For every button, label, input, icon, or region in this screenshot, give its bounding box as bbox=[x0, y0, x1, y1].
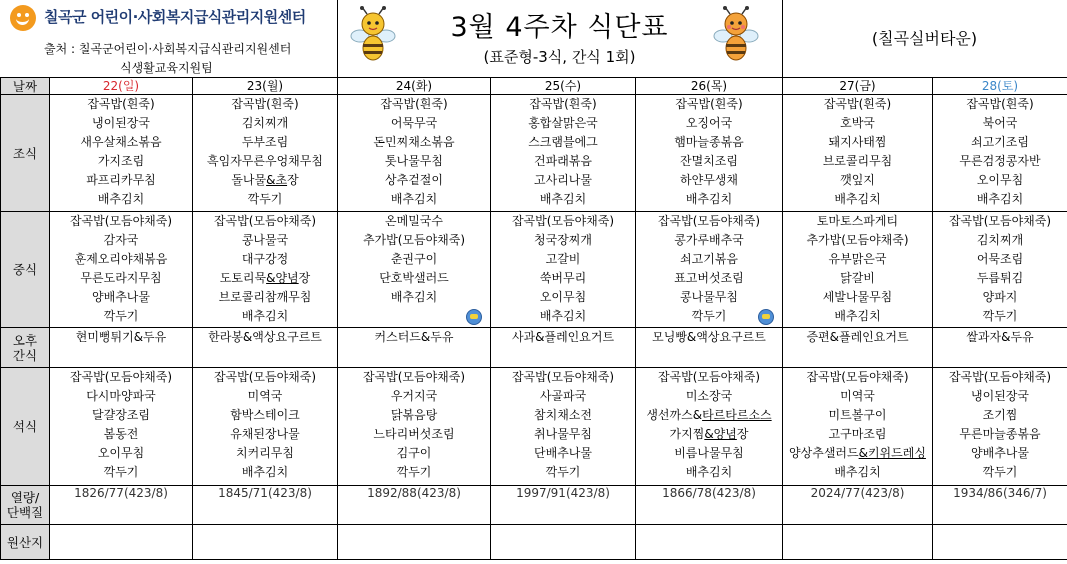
snack-cell: 모닝빵&액상요구르트 bbox=[636, 328, 783, 368]
menu-item: 깍두기 bbox=[396, 465, 432, 479]
origin-label: 원산지 bbox=[1, 525, 50, 560]
cooking-badge-icon bbox=[466, 309, 482, 325]
menu-item: 오징어국 bbox=[685, 116, 733, 130]
menu-item: 사골파국 bbox=[539, 389, 587, 403]
menu-item: 양상추샐러드&키위드레싱 bbox=[789, 446, 926, 460]
menu-item: 무른마늘종볶음 bbox=[959, 427, 1041, 441]
cooking-badge-icon bbox=[758, 309, 774, 325]
header bbox=[0, 0, 1067, 77]
date-cell: 22(일) bbox=[50, 78, 193, 95]
menu-item: 홍합살맑은국 bbox=[528, 116, 598, 130]
menu-item: 달걀장조림 bbox=[92, 408, 150, 422]
bee-mascot-icon bbox=[713, 6, 759, 62]
menu-item: 양배추나물 bbox=[971, 446, 1029, 460]
menu-item: 잡곡밥(모듬야채죽) bbox=[213, 370, 317, 384]
menu-item: 깻잎지 bbox=[840, 173, 875, 187]
menu-item: 유부맑은국 bbox=[828, 252, 887, 266]
menu-item: 잡곡밥(모듬야채죽) bbox=[511, 370, 615, 384]
dinner-cell bbox=[193, 368, 338, 486]
lunch-label: 중식 bbox=[1, 212, 50, 328]
nutrition-cell: 1997/91(423/8) bbox=[491, 486, 636, 525]
breakfast-cell bbox=[491, 95, 636, 212]
menu-item: 배추김치 bbox=[834, 309, 881, 323]
lunch-cell bbox=[193, 212, 338, 328]
menu-item: 닭갈비 bbox=[840, 271, 875, 285]
origin-cell bbox=[50, 525, 193, 560]
dinner-row bbox=[1, 368, 1067, 486]
menu-item: 배추김치 bbox=[539, 192, 587, 206]
lunch-cell bbox=[491, 212, 636, 328]
snack-cell: 현미뻥튀기&두유 bbox=[50, 328, 193, 368]
nutrition-label bbox=[1, 486, 50, 525]
site-box bbox=[782, 0, 1067, 77]
menu-item: 세발나물무침 bbox=[822, 290, 893, 304]
nutrition-row bbox=[1, 486, 1067, 525]
source-line-1: 출처 : 칠곡군어린이·사회복지급식관리지원센터 bbox=[44, 42, 292, 56]
menu-item: 고갈비 bbox=[545, 252, 581, 266]
origin-cell bbox=[338, 525, 491, 560]
snack-label-line: 간식 bbox=[12, 347, 38, 363]
underlined-text: &키위드레싱 bbox=[858, 446, 926, 460]
menu-item: 돈민찌채소볶음 bbox=[373, 135, 455, 149]
menu-item: 오이무침 bbox=[976, 173, 1024, 187]
date-cell: 28(토) bbox=[933, 78, 1067, 95]
menu-item: 배추김치 bbox=[834, 192, 881, 206]
menu-item: 배추김치 bbox=[976, 192, 1024, 206]
menu-item: 깍두기 bbox=[982, 465, 1018, 479]
breakfast-cell bbox=[193, 95, 338, 212]
menu-item: 브로콜리참깨무침 bbox=[218, 290, 312, 304]
date-label: 날짜 bbox=[1, 78, 50, 95]
menu-item: 유채된장나물 bbox=[230, 427, 300, 441]
menu-item: 콩나물국 bbox=[241, 233, 289, 247]
breakfast-cell bbox=[50, 95, 193, 212]
menu-item: 잡곡밥(모듬야채죽) bbox=[948, 214, 1052, 228]
nutrition-cell: 1866/78(423/8) bbox=[636, 486, 783, 525]
menu-item: 춘권구이 bbox=[390, 252, 438, 266]
dinner-cell bbox=[50, 368, 193, 486]
menu-item: 미트볼구이 bbox=[828, 408, 887, 422]
menu-item: 잡곡밥(모듬야채죽) bbox=[806, 370, 909, 384]
menu-item: 하얀무생채 bbox=[680, 173, 738, 187]
snack-label bbox=[1, 328, 50, 368]
menu-item: 추가밥(모듬야채죽) bbox=[806, 233, 909, 247]
menu-item: 깍두기 bbox=[545, 465, 581, 479]
menu-item: 잡곡밥(모듬야채죽) bbox=[69, 214, 173, 228]
breakfast-cell bbox=[636, 95, 783, 212]
menu-item: 두부조림 bbox=[241, 135, 289, 149]
breakfast-cell bbox=[933, 95, 1067, 212]
menu-item: 상추겉절이 bbox=[385, 173, 443, 187]
date-cell: 24(화) bbox=[338, 78, 491, 95]
menu-title: 3월 4주차 식단표 bbox=[450, 12, 669, 43]
menu-item: 김치찌개 bbox=[241, 116, 289, 130]
lunch-cell bbox=[50, 212, 193, 328]
menu-item: 김구이 bbox=[396, 446, 432, 460]
menu-item: 치커리무침 bbox=[236, 446, 294, 460]
menu-item: 잡곡밥(흰죽) bbox=[529, 97, 597, 111]
organization-box bbox=[0, 0, 338, 77]
nutrition-cell: 1934/86(346/7) bbox=[933, 486, 1067, 525]
menu-item: 냉이된장국 bbox=[92, 116, 150, 130]
menu-item: 무른도라지무침 bbox=[80, 271, 162, 285]
menu-item: 돌나물&초장 bbox=[231, 173, 299, 187]
organization-name: 칠곡군 어린이·사회복지급식관리지원센터 bbox=[44, 8, 306, 26]
menu-item: 건파래볶음 bbox=[534, 154, 592, 168]
menu-item: 배추김치 bbox=[241, 465, 289, 479]
snack-row bbox=[1, 328, 1067, 368]
lunch-row bbox=[1, 212, 1067, 328]
date-cell: 26(목) bbox=[636, 78, 783, 95]
snack-cell: 쌀과자&두유 bbox=[933, 328, 1067, 368]
menu-item: 고구마조림 bbox=[828, 427, 887, 441]
snack-cell: 사과&플레인요거트 bbox=[491, 328, 636, 368]
menu-item: 배추김치 bbox=[834, 465, 881, 479]
menu-item: 호박국 bbox=[840, 116, 875, 130]
menu-item: 파프리카무침 bbox=[86, 173, 156, 187]
menu-item: 청국장찌개 bbox=[534, 233, 592, 247]
menu-item: 돼지사태찜 bbox=[828, 135, 887, 149]
lunch-cell bbox=[933, 212, 1067, 328]
menu-item: 쇠고기조림 bbox=[971, 135, 1029, 149]
menu-item: 깍두기 bbox=[691, 309, 727, 323]
menu-item: 양파지 bbox=[982, 290, 1018, 304]
menu-item: 참치채소전 bbox=[534, 408, 592, 422]
menu-item: 콩가루배추국 bbox=[674, 233, 744, 247]
menu-item: 북어국 bbox=[982, 116, 1018, 130]
menu-item: 잡곡밥(모듬야채죽) bbox=[213, 214, 317, 228]
menu-item: 잡곡밥(모듬야채죽) bbox=[511, 214, 615, 228]
menu-item: 냉이된장국 bbox=[971, 389, 1029, 403]
menu-item: 대구강정 bbox=[241, 252, 289, 266]
menu-item: 잡곡밥(흰죽) bbox=[380, 97, 448, 111]
dinner-cell bbox=[491, 368, 636, 486]
menu-item: 쑥버무리 bbox=[539, 271, 587, 285]
snack-label-line: 오후 bbox=[12, 332, 38, 348]
menu-item: 흑임자무른우엉채무침 bbox=[207, 154, 323, 168]
dinner-cell bbox=[338, 368, 491, 486]
origin-row bbox=[1, 525, 1067, 560]
nutrition-cell: 2024/77(423/8) bbox=[783, 486, 933, 525]
dinner-cell bbox=[636, 368, 783, 486]
menu-item: 잡곡밥(흰죽) bbox=[675, 97, 743, 111]
dinner-cell bbox=[783, 368, 933, 486]
menu-item: 배추김치 bbox=[390, 192, 438, 206]
menu-item: 깍두기 bbox=[103, 309, 139, 323]
menu-item: 고사리나물 bbox=[534, 173, 592, 187]
origin-cell bbox=[783, 525, 933, 560]
menu-item: 봄동전 bbox=[103, 427, 139, 441]
menu-item: 쇠고기볶음 bbox=[680, 252, 738, 266]
menu-item: 미역국 bbox=[840, 389, 875, 403]
nutrition-cell: 1892/88(423/8) bbox=[338, 486, 491, 525]
menu-item: 잡곡밥(모듬야채죽) bbox=[657, 214, 761, 228]
lunch-cell bbox=[338, 212, 491, 328]
menu-subtitle: (표준형-3식, 간식 1회) bbox=[483, 48, 636, 66]
menu-item: 깍두기 bbox=[247, 192, 283, 206]
menu-item: 무른검정콩자반 bbox=[959, 154, 1041, 168]
nutrition-cell: 1826/77(423/8) bbox=[50, 486, 193, 525]
menu-item: 배추김치 bbox=[97, 192, 145, 206]
menu-item: 양배추나물 bbox=[92, 290, 150, 304]
menu-item: 스크램블에그 bbox=[528, 135, 598, 149]
menu-item: 잔멸치조림 bbox=[680, 154, 738, 168]
menu-item: 생선까스&타르타르소스 bbox=[646, 408, 772, 422]
nutrition-label-line: 단백질 bbox=[6, 505, 44, 520]
menu-item: 우거지국 bbox=[390, 389, 438, 403]
menu-item: 가지조림 bbox=[97, 154, 145, 168]
site-name: (칠곡실버타운) bbox=[871, 29, 978, 48]
menu-item: 두릅튀김 bbox=[976, 271, 1024, 285]
menu-item: 깍두기 bbox=[982, 309, 1018, 323]
menu-item: 훈제오리야채볶음 bbox=[74, 252, 168, 266]
breakfast-cell bbox=[338, 95, 491, 212]
lunch-cell bbox=[636, 212, 783, 328]
breakfast-label: 조식 bbox=[1, 95, 50, 212]
menu-item: 잡곡밥(흰죽) bbox=[231, 97, 299, 111]
menu-item: 김치찌개 bbox=[976, 233, 1024, 247]
menu-item: 새우살채소볶음 bbox=[80, 135, 162, 149]
menu-item: 햄마늘종볶음 bbox=[674, 135, 744, 149]
nutrition-label-line: 열량/ bbox=[10, 490, 40, 505]
menu-item: 가지찜&양념장 bbox=[669, 427, 749, 441]
menu-item: 함박스테이크 bbox=[230, 408, 300, 422]
origin-cell bbox=[193, 525, 338, 560]
menu-item: 다시마양파국 bbox=[86, 389, 156, 403]
menu-item: 조기찜 bbox=[982, 408, 1018, 422]
menu-item: 깍두기 bbox=[103, 465, 139, 479]
origin-cell bbox=[933, 525, 1067, 560]
menu-item: 단배추나물 bbox=[534, 446, 592, 460]
date-cell: 25(수) bbox=[491, 78, 636, 95]
menu-item: 닭볶음탕 bbox=[390, 408, 438, 422]
date-row bbox=[1, 78, 1067, 95]
breakfast-row bbox=[1, 95, 1067, 212]
menu-item: 배추김치 bbox=[685, 465, 733, 479]
menu-item: 어묵무국 bbox=[390, 116, 438, 130]
menu-item: 미소장국 bbox=[685, 389, 733, 403]
menu-item: 토마토스파게티 bbox=[816, 214, 899, 228]
menu-item: 미역국 bbox=[247, 389, 283, 403]
menu-item: 톳나물무침 bbox=[385, 154, 443, 168]
source-line-2: 식생활교육지원팀 bbox=[120, 61, 213, 75]
underlined-text: &양념 bbox=[704, 427, 737, 441]
breakfast-cell bbox=[783, 95, 933, 212]
menu-item: 배추김치 bbox=[241, 309, 289, 323]
menu-item: 배추김치 bbox=[539, 309, 587, 323]
menu-item: 잡곡밥(모듬야채죽) bbox=[362, 370, 466, 384]
menu-item: 비름나물무침 bbox=[674, 446, 744, 460]
title-box bbox=[337, 0, 783, 77]
menu-item: 온메밀국수 bbox=[385, 214, 443, 228]
menu-item: 오이무침 bbox=[97, 446, 145, 460]
dinner-label: 석식 bbox=[1, 368, 50, 486]
menu-item: 어묵조림 bbox=[976, 252, 1024, 266]
menu-item: 도토리묵&양념장 bbox=[219, 271, 311, 285]
menu-item: 배추김치 bbox=[390, 290, 438, 304]
date-cell: 23(월) bbox=[193, 78, 338, 95]
date-cell: 27(금) bbox=[783, 78, 933, 95]
underlined-text: &양념 bbox=[266, 271, 299, 285]
menu-item: 잡곡밥(모듬야채죽) bbox=[948, 370, 1052, 384]
underlined-text: 타르타르소스 bbox=[702, 408, 772, 422]
underlined-text: &초 bbox=[266, 173, 288, 187]
nutrition-cell: 1845/71(423/8) bbox=[193, 486, 338, 525]
origin-cell bbox=[636, 525, 783, 560]
menu-item: 느타리버섯조림 bbox=[373, 427, 455, 441]
menu-item: 잡곡밥(흰죽) bbox=[87, 97, 155, 111]
menu-item: 콩나물무침 bbox=[680, 290, 738, 304]
snack-cell: 커스터드&두유 bbox=[338, 328, 491, 368]
menu-item: 취나물무침 bbox=[534, 427, 592, 441]
menu-item: 잡곡밥(흰죽) bbox=[966, 97, 1034, 111]
menu-item: 감자국 bbox=[103, 233, 139, 247]
menu-item: 브로콜리무침 bbox=[822, 154, 893, 168]
smile-logo-icon bbox=[10, 5, 36, 31]
menu-item: 표고버섯조림 bbox=[674, 271, 744, 285]
menu-item: 추가밥(모듬야채죽) bbox=[362, 233, 466, 247]
menu-item: 배추김치 bbox=[685, 192, 733, 206]
menu-item: 단호박샐러드 bbox=[379, 271, 449, 285]
menu-item: 잡곡밥(모듬야채죽) bbox=[657, 370, 761, 384]
menu-table bbox=[0, 77, 1067, 560]
menu-item: 잡곡밥(모듬야채죽) bbox=[69, 370, 173, 384]
menu-item: 오이무침 bbox=[539, 290, 587, 304]
snack-cell: 한라봉&액상요구르트 bbox=[193, 328, 338, 368]
origin-cell bbox=[491, 525, 636, 560]
menu-item: 잡곡밥(흰죽) bbox=[823, 97, 892, 111]
snack-cell: 증편&플레인요거트 bbox=[783, 328, 933, 368]
lunch-cell bbox=[783, 212, 933, 328]
dinner-cell bbox=[933, 368, 1067, 486]
